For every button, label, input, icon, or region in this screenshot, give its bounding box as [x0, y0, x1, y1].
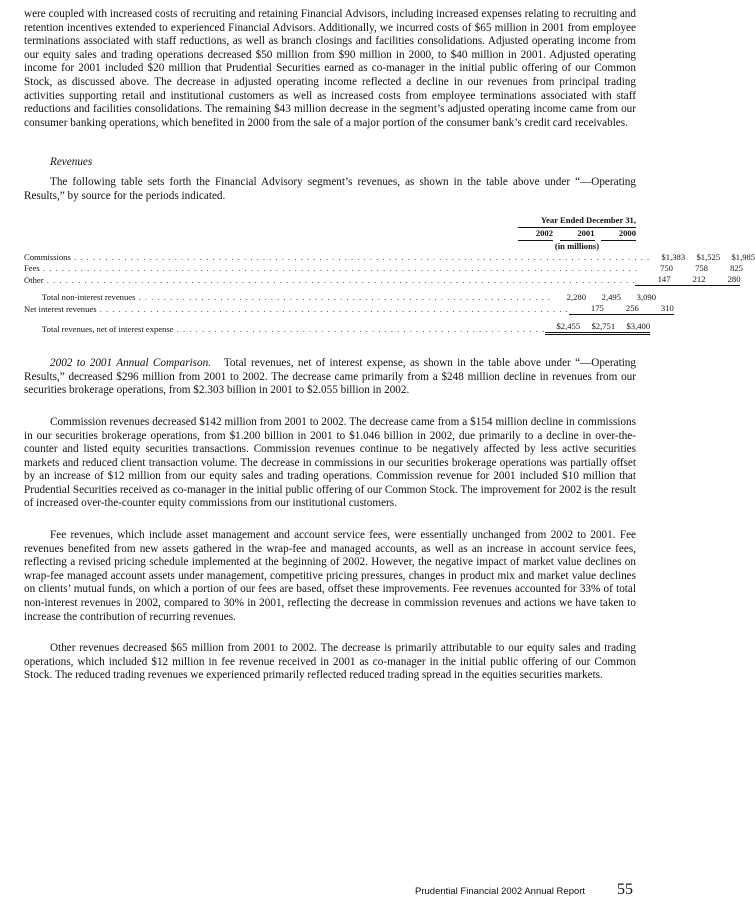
table-row: Total revenues, net of interest expense . . . . . . . . . . . . . . . . . . . . . . . . . . . . . . . . . . . . . . . . . . . . . . . . . . . . . . . . . . . $2,455 $2,751 $3,400	[42, 321, 651, 335]
row-label-commissions: Commissions	[24, 252, 71, 263]
footer-page-number: 55	[617, 881, 633, 898]
table-year-headers	[24, 228, 636, 241]
table-row: Other . . . . . . . . . . . . . . . . . . . . . . . . . . . . . . . . . . . . . . . . . . . . . . . . . . . . . . . . . . . . . . . . . . . . . . . . . . . . . . . . . . . . . . . . . . . . . . 147 212 280	[24, 274, 741, 286]
year-header-2002: 2002	[518, 228, 553, 241]
cell-total-non-interest-2000: 3,090	[636, 292, 657, 303]
revenues-heading: Revenues	[50, 156, 93, 169]
comparison-paragraph	[24, 357, 636, 398]
cell-commissions-2002: $1,383	[661, 252, 686, 263]
cell-other-2002: 147	[635, 274, 670, 286]
cell-net-interest-2002: 175	[569, 303, 604, 315]
cell-net-interest-2000: 310	[639, 303, 674, 315]
cell-total-revenues-2000: $3,400	[615, 321, 650, 335]
row-label-other: Other	[24, 275, 44, 286]
table-row: Fees . . . . . . . . . . . . . . . . . . . . . . . . . . . . . . . . . . . . . . . . . . . . . . . . . . . . . . . . . . . . . . . . . . . . . . . . . . . . . . . . . . . . . . . . . . . . . . . 750 758 825	[24, 263, 743, 274]
year-header-2001: 2001	[560, 228, 595, 241]
cell-total-revenues-2001: $2,751	[580, 321, 615, 335]
cell-total-non-interest-2001: 2,495	[601, 292, 622, 303]
footer-report-title: Prudential Financial 2002 Annual Report	[415, 886, 586, 897]
table-period-header: Year Ended December 31,	[24, 215, 636, 228]
cell-fees-2002: 750	[660, 263, 673, 274]
page-footer	[0, 881, 653, 901]
row-label-total-revenues: Total revenues, net of interest expense	[42, 324, 174, 335]
other-revenues-paragraph: Other revenues decreased $65 million from 2001 to 2002. The decrease is primarily attributable to our equity sales and trading operations, which included $12 million in fee revenue received in 2001 as co-manager in the initial public offering of our Common Stock. The reduced trading revenues we experienced primarily reflected reduced trading spread in the equities securities markets.	[24, 642, 636, 682]
cell-net-interest-2001: 256	[604, 303, 639, 315]
table-row: Total non-interest revenues . . . . . . . . . . . . . . . . . . . . . . . . . . . . . . . . . . . . . . . . . . . . . . . . . . . . . . . . . . . . . . . . . . 2,280 2,495 3,090	[42, 292, 657, 303]
table-row: Commissions . . . . . . . . . . . . . . . . . . . . . . . . . . . . . . . . . . . . . . . . . . . . . . . . . . . . . . . . . . . . . . . . . . . . . . . . . . . . . . . . . . . . . . . . . . . . $1,383 $1,525 $1,985	[24, 252, 755, 263]
page-content	[24, 8, 755, 683]
comparison-body: Total revenues, net of interest expense, as shown in the table above under “—Operating Results,” decreased $296 million from 2001 to 2002. The decrease came primarily from a $248 million decline in revenues from our securities brokerage operations, from $2.303 billion in 2001 to $2.055 billion in 2002.	[24, 357, 636, 397]
comparison-lead: 2002 to 2001 Annual Comparison.	[50, 357, 212, 370]
commission-paragraph: Commission revenues decreased $142 million from 2001 to 2002. The decrease came from a $154 million decline in commissions in our securities brokerage operations, from $1.200 billion in 2001 to $1.046 billion in 2002, due primarily to a decline in over-the-counter and listed equity securities transactions. Commission revenues continue to be negatively affected by less active securities markets and reduced client transaction volume. The decrease in commissions in our securities brokerage operations was partially offset by an increase of $12 million from our equity sales and trading operations. Commission revenue for 2001 included $10 million that Prudential Securities received as co-manager in the initial public offering of our Common Stock. The improvement for 2002 is the result of increased over-the-counter equity commissions from our institutional customers.	[24, 415, 636, 510]
cell-other-2000: 280	[705, 274, 740, 286]
cell-total-revenues-2002: $2,455	[545, 321, 580, 335]
table-units: (in millions)	[554, 241, 600, 252]
intro-paragraph: were coupled with increased costs of recruiting and retaining Financial Advisors, including increased expenses relating to recruiting and retention incentives extended to experienced Financial Advisors. Additionally, we incurred costs of $65 million in 2001 from employee terminations associated with staff reductions, as well as branch closings and facilities consolidations. Adjusted operating income from our equity sales and trading operations decreased $50 million from $90 million in 2000, to $40 million in 2001. Adjusted operating income for 2001 included $20 million that Prudential Securities earned as co-manager in the initial public offering of our Common Stock, as discussed above. The decrease in adjusted operating income reflected a decline in our revenues from principal trading activities supporting retail and institutional customers as well as increased costs from employee terminations associated with staff reductions and facilities consolidations. The remaining $43 million decrease in the segment’s adjusted operating income came from our consumer banking operations, which benefited in 2000 from the sale of a major portion of the consumer bank’s credit card receivables.	[24, 8, 636, 129]
row-label-fees: Fees	[24, 263, 40, 274]
cell-fees-2000: 825	[730, 263, 743, 274]
table-row: Net interest revenues . . . . . . . . . . . . . . . . . . . . . . . . . . . . . . . . . . . . . . . . . . . . . . . . . . . . . . . . . . . . . . . . . . . . . . . . . . . 175 256 310	[24, 303, 674, 315]
table-intro-paragraph: The following table sets forth the Financial Advisory segment’s revenues, as shown in the table above under “—Operating Results,” by source for the periods indicated.	[24, 175, 636, 202]
cell-fees-2001: 758	[695, 263, 708, 274]
row-label-total-non-interest: Total non-interest revenues	[42, 292, 136, 303]
year-header-2000: 2000	[601, 228, 636, 241]
revenues-table	[24, 215, 755, 335]
cell-total-non-interest-2002: 2,280	[566, 292, 587, 303]
fee-paragraph: Fee revenues, which include asset management and account service fees, were essentially unchanged from 2002 to 2001. Fee revenues benefited from new assets gathered in the wrap-fee and managed accounts, as well as an increase in account service fees, reflecting a revised pricing schedule implemented at the beginning of 2002. However, the negative impact of market value declines on wrap-fee managed account assets under management, competitive pricing pressures, changes in product mix and market value declines on clients’ mutual funds, on which a portion of our fees are based, offset these improvements. Fee revenues accounted for 33% of total non-interest revenues in 2002, compared to 30% in 2001, reflecting the decrease in commission revenues and actions we have taken to increase the contribution of recurring revenues.	[24, 529, 636, 623]
row-label-net-interest: Net interest revenues	[24, 304, 97, 315]
cell-commissions-2000: $1,985	[731, 252, 755, 263]
cell-commissions-2001: $1,525	[696, 252, 721, 263]
cell-other-2001: 212	[670, 274, 705, 286]
